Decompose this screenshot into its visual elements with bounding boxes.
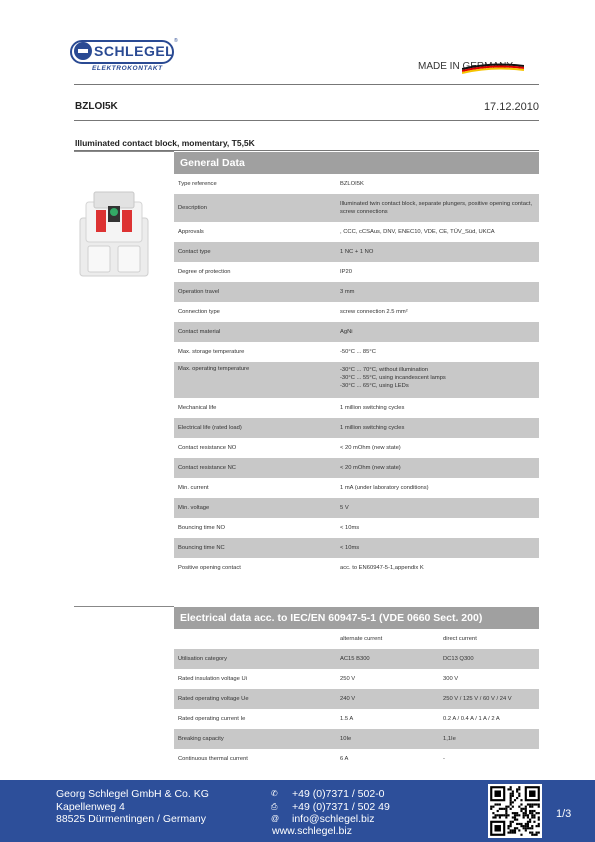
general-row-value: < 10ms (336, 538, 539, 558)
general-row-label: Type reference (178, 181, 217, 187)
electrical-row (174, 749, 539, 769)
general-row-value: -30°C ... 70°C, without illumination -30°C ... 55°C, using incandescent lamps -30°C ... 65°C, using LEDs (336, 362, 539, 398)
electrical-row (174, 669, 539, 689)
general-row (174, 498, 539, 518)
general-row (174, 282, 539, 302)
logo-wordmark: SCHLEGEL (94, 43, 175, 59)
electrical-row-label: Rated operating voltage Ue (174, 689, 336, 709)
general-row-label: Min. current (178, 485, 209, 491)
header-rule-top (74, 84, 539, 85)
general-row-label: Contact resistance NO (178, 445, 237, 451)
fax-icon: ⎙ (271, 801, 278, 811)
electrical-row-ac: 250 V (340, 676, 356, 682)
general-row (174, 174, 539, 194)
general-row (174, 362, 539, 398)
general-row (174, 242, 539, 262)
logo-subtitle: ELEKTROKONTAKT (92, 65, 163, 72)
header-rule-bottom (74, 120, 539, 121)
qr-code[interactable] (488, 784, 542, 838)
electrical-row (174, 709, 539, 729)
general-row-value: screw connection 2.5 mm² (340, 309, 408, 315)
general-row (174, 438, 539, 458)
general-row-label: Positive opening contact (178, 565, 241, 571)
footer-address (56, 788, 209, 826)
general-row-label: Min. voltage (174, 498, 336, 518)
footer-contact-icons (271, 788, 285, 826)
general-row-value: 1 NC + 1 NO (336, 242, 539, 262)
general-row-label: Max. storage temperature (178, 349, 245, 355)
general-row-label: Approvals (178, 229, 204, 235)
electrical-row-dc: DC13 Q300 (439, 649, 539, 669)
electrical-row-dc: 1,1Ie (439, 729, 539, 749)
general-row (174, 518, 539, 538)
general-row-label: Bouncing time NO (178, 525, 226, 531)
general-row-label: Degree of protection (178, 269, 231, 275)
company-logo (70, 38, 178, 74)
general-row (174, 538, 539, 558)
product-photo (74, 188, 154, 278)
general-row-label: Contact material (174, 322, 336, 342)
footer-contact (292, 788, 390, 826)
general-row-value: BZLOI5K (340, 181, 364, 187)
general-row (174, 302, 539, 322)
german-flag-swoosh-icon (462, 60, 524, 74)
general-row (174, 458, 539, 478)
general-row-value: 5 V (336, 498, 539, 518)
product-code: BZLOI5K (75, 101, 118, 112)
general-data-heading: General Data (174, 152, 539, 174)
general-row-value: acc. to EN60947-5-1,appendix K (340, 565, 424, 571)
electrical-row-ac: 240 V (336, 689, 439, 709)
company-name: Georg Schlegel GmbH & Co. KG (56, 788, 209, 800)
general-row-label: Bouncing time NC (174, 538, 336, 558)
general-row (174, 418, 539, 438)
electrical-row-ac: AC15 B300 (336, 649, 439, 669)
logo-registered: ® (174, 38, 178, 44)
electrical-row-dc: - (443, 756, 445, 762)
product-subtitle: Illuminated contact block, momentary, T5,5K (75, 138, 255, 148)
general-section-line (74, 151, 174, 152)
general-row-value: < 20 mOhm (new state) (336, 458, 539, 478)
col-direct-current: direct current (443, 636, 477, 642)
general-row-value: 3 mm (336, 282, 539, 302)
page-number: 1/3 (556, 808, 572, 820)
email-icon: @ (271, 814, 280, 823)
general-row-value: 1 mA (under laboratory conditions) (340, 485, 429, 491)
general-row (174, 194, 539, 222)
general-row-label: Contact resistance NC (174, 458, 336, 478)
col-alternate-current: alternate current (340, 636, 383, 642)
website-link[interactable]: www.schlegel.biz (272, 825, 352, 837)
electrical-row-ac: 10Ie (336, 729, 439, 749)
electrical-data-table (174, 629, 539, 769)
electrical-row-ac: 6 A (340, 756, 349, 762)
electrical-row-dc: 300 V (443, 676, 459, 682)
fax-number: +49 (0)7371 / 502 49 (292, 800, 390, 813)
company-city: 88525 Dürmentingen / Germany (56, 813, 206, 825)
electrical-section-line (74, 606, 174, 607)
general-row (174, 262, 539, 282)
electrical-data-heading: Electrical data acc. to IEC/EN 60947-5-1 (VDE 0660 Sect. 200) (174, 607, 539, 629)
logo-mark-icon (74, 42, 92, 60)
general-row (174, 342, 539, 362)
electrical-header-row (174, 629, 539, 649)
electrical-row-label: Continuous thermal current (178, 756, 248, 762)
electrical-row (174, 729, 539, 749)
email-link[interactable]: info@schlegel.biz (292, 813, 375, 825)
general-row-label: Connection type (178, 309, 220, 315)
electrical-row-label: Utilisation category (174, 649, 336, 669)
general-row (174, 222, 539, 242)
general-row-value: -50°C ... 85°C (340, 349, 376, 355)
electrical-row (174, 689, 539, 709)
general-data-table (174, 174, 539, 578)
electrical-header-blank (174, 629, 336, 649)
general-row-value: 1 million switching cycles (336, 418, 539, 438)
general-row (174, 398, 539, 418)
general-row-label: Max. operating temperature (174, 362, 336, 398)
electrical-row-ac: 1.5 A (340, 716, 354, 722)
general-row-label: Mechanical life (178, 405, 217, 411)
general-row-value: < 10ms (340, 525, 360, 531)
general-row (174, 322, 539, 342)
general-row-value: < 20 mOhm (new state) (340, 445, 401, 451)
phone-number[interactable]: +49 (0)7371 / 502-0 (292, 788, 385, 800)
electrical-row-label: Rated operating current Ie (178, 716, 246, 722)
company-street: Kapellenweg 4 (56, 800, 125, 813)
electrical-row-label: Breaking capacity (174, 729, 336, 749)
general-row-value: AgNi (336, 322, 539, 342)
general-row-label: Electrical life (rated load) (174, 418, 336, 438)
general-row-label: Contact type (174, 242, 336, 262)
document-date: 17.12.2010 (483, 101, 539, 113)
electrical-row-dc: 0.2 A / 0.4 A / 1 A / 2 A (443, 716, 500, 722)
general-row-label: Description (174, 194, 336, 222)
electrical-row (174, 649, 539, 669)
made-in-germany: MADE IN GERMANY (418, 61, 514, 72)
electrical-row-label: Rated insulation voltage Ui (178, 676, 247, 682)
general-row (174, 478, 539, 498)
phone-icon: ✆ (271, 789, 278, 798)
general-row-value: Illuminated twin contact block, separate plungers, positive opening contact, screw connections (336, 194, 539, 222)
general-row-value: , CCC, cCSAus, DNV, ENEC10, VDE, CE, TÜV_Süd, UKCA (340, 229, 495, 235)
general-row (174, 558, 539, 578)
general-row-label: Operation travel (174, 282, 336, 302)
general-row-value: IP20 (340, 269, 352, 275)
general-row-value: 1 million switching cycles (340, 405, 405, 411)
electrical-row-dc: 250 V / 125 V / 60 V / 24 V (439, 689, 539, 709)
